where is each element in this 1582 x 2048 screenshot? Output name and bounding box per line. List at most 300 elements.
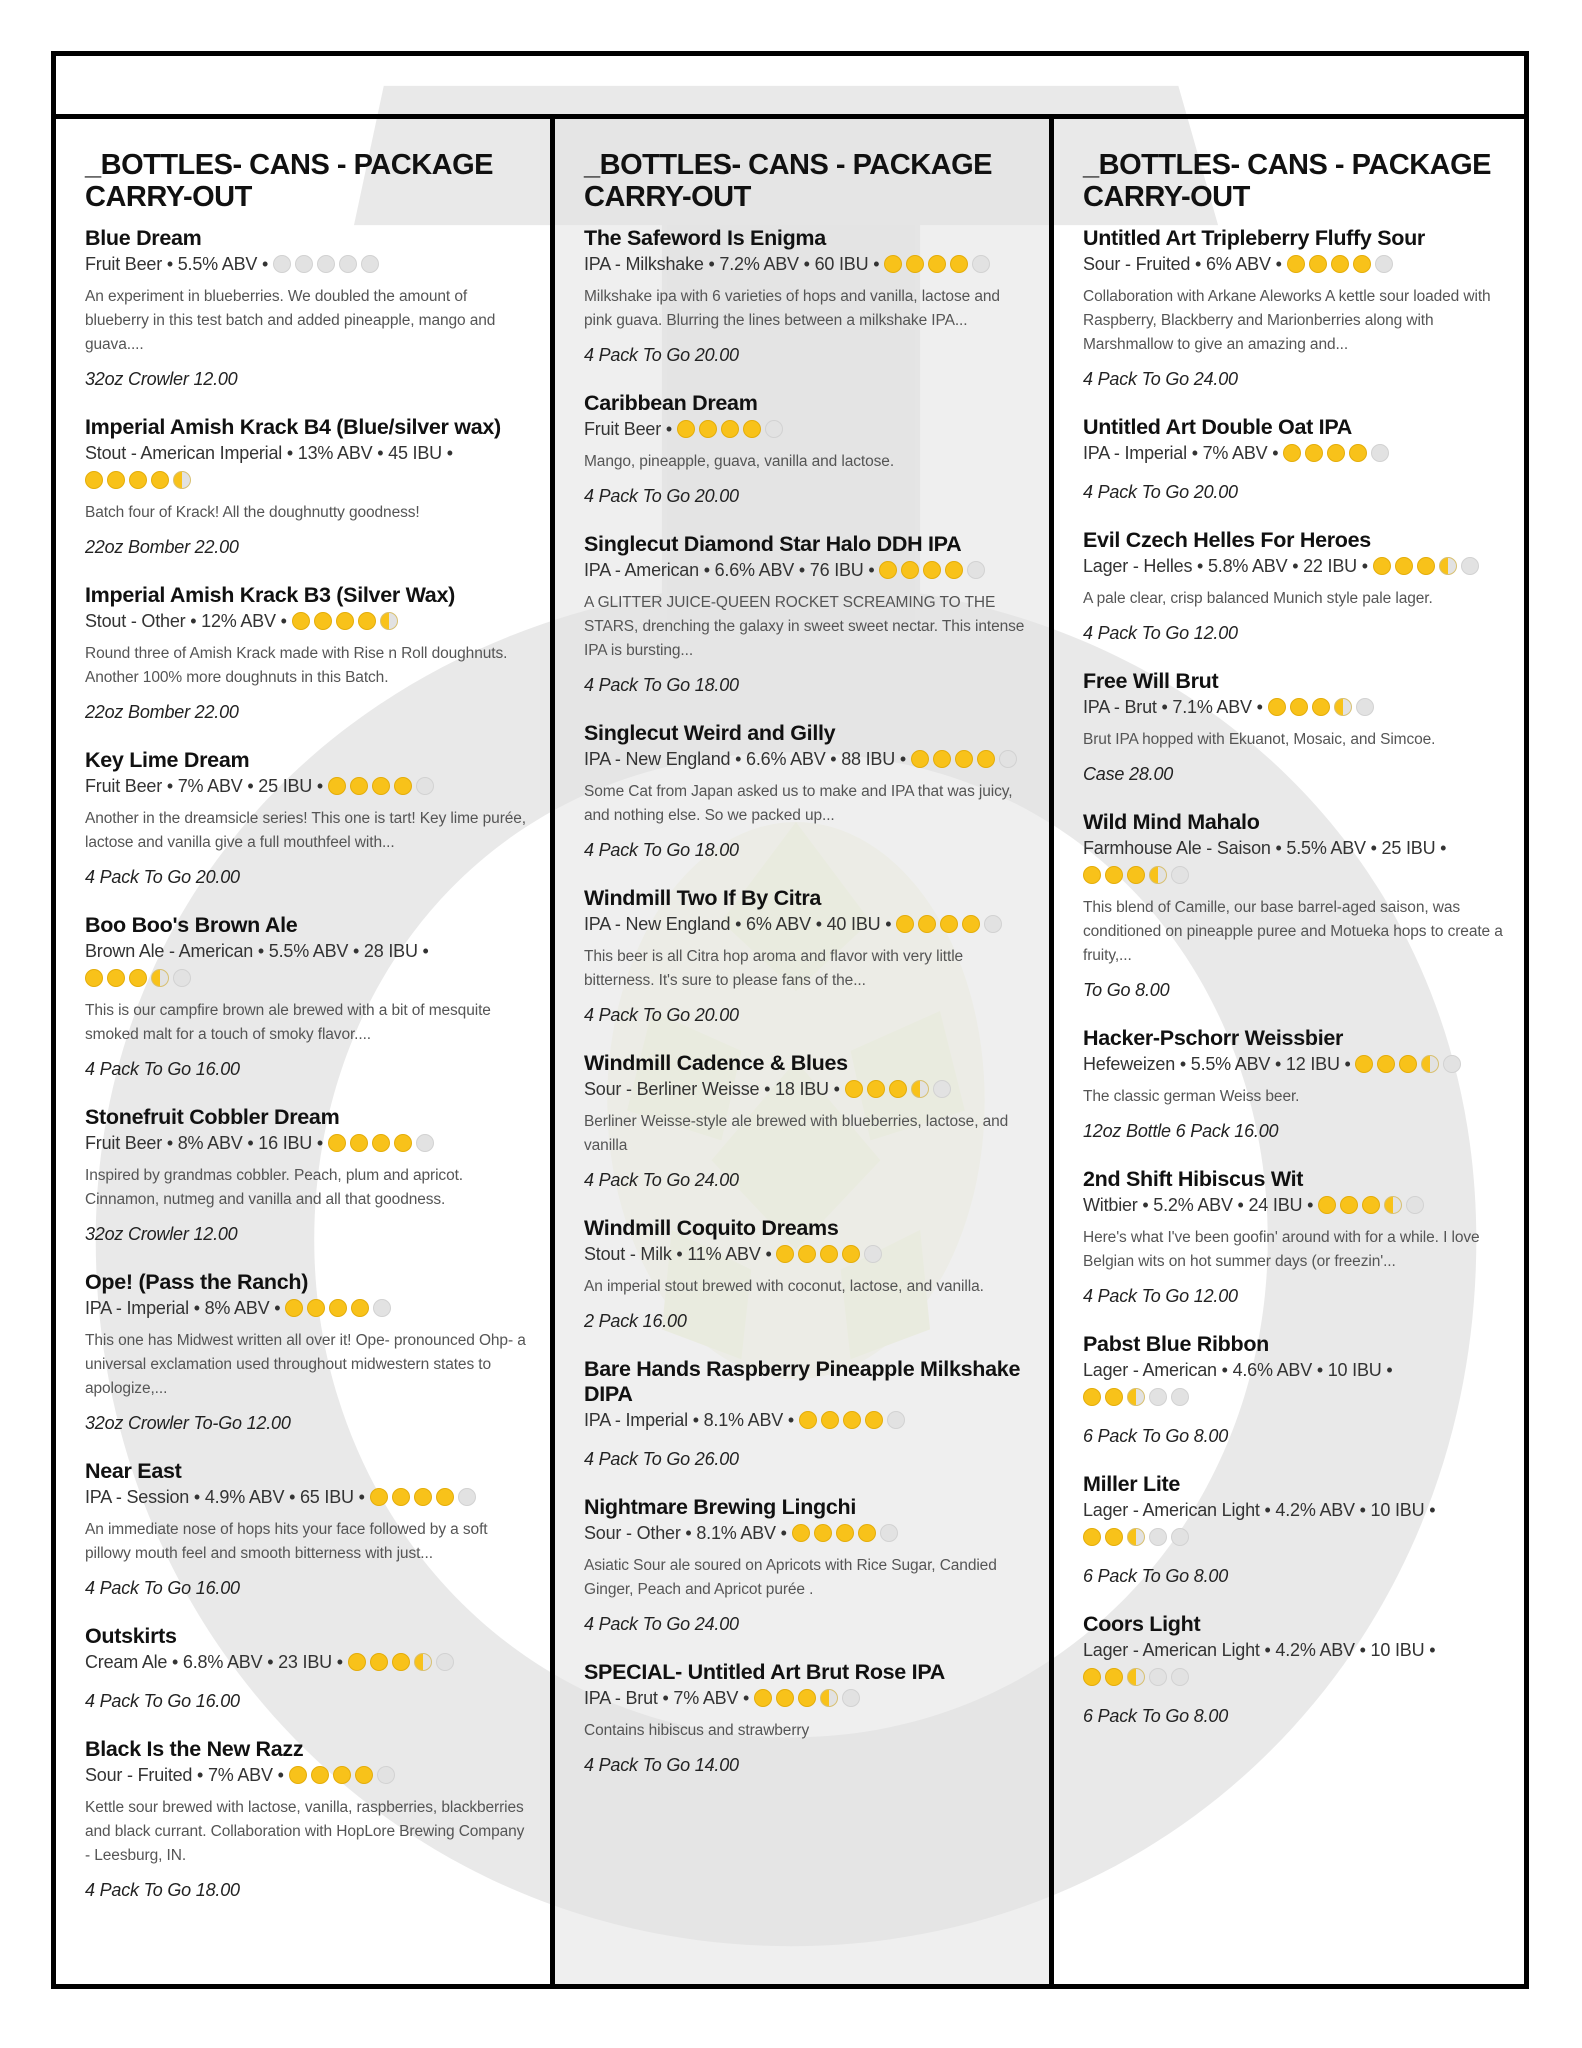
beer-name: Boo Boo's Brown Ale (85, 913, 298, 937)
menu-column-3 (1054, 119, 1524, 1984)
beer-name: Imperial Amish Krack B4 (Blue/silver wax) (85, 415, 501, 439)
beer-price: 4 Pack To Go 12.00 (1083, 1286, 1238, 1306)
rating-dot-icon (1340, 1196, 1358, 1214)
beer-price: 4 Pack To Go 26.00 (584, 1449, 739, 1469)
rating-dot-icon (129, 969, 147, 987)
rating-dot-icon (372, 777, 390, 795)
rating-dot-icon (933, 750, 951, 768)
rating-dot-icon (1318, 1196, 1336, 1214)
rating-dot-icon (1312, 698, 1330, 716)
rating-dots (896, 914, 1006, 941)
rating-dot-icon (940, 915, 958, 933)
beer-description: Some Cat from Japan asked us to make and IPA that was juicy, and nothing else. So we packed up... (584, 783, 1013, 824)
rating-dot-icon (1083, 866, 1101, 884)
rating-dots (289, 1765, 399, 1792)
rating-dot-icon (436, 1653, 454, 1671)
rating-dot-icon (151, 969, 169, 987)
beer-item (1083, 810, 1504, 1003)
rating-dot-icon (314, 612, 332, 630)
beer-description: Collaboration with Arkane Aleworks A kettle sour loaded with Raspberry, Blackberry and Marionberries along with Marshmallow to give an amazing and... (1083, 288, 1491, 353)
beer-item (85, 226, 530, 392)
rating-dot-icon (1439, 557, 1457, 575)
rating-dot-icon (1305, 444, 1323, 462)
rating-dots (1283, 443, 1393, 470)
rating-dot-icon (151, 471, 169, 489)
rating-dot-icon (836, 1524, 854, 1542)
beer-meta-text: Lager - American Light • 4.2% ABV • 10 IBU • (1083, 1640, 1436, 1660)
rating-dot-icon (361, 255, 379, 273)
rating-dot-icon (1127, 866, 1145, 884)
rating-dot-icon (821, 1411, 839, 1429)
beer-price: 22oz Bomber 22.00 (85, 537, 239, 557)
rating-dot-icon (864, 1245, 882, 1263)
rating-dot-icon (373, 1299, 391, 1317)
rating-dots (348, 1652, 458, 1679)
rating-dots (292, 611, 402, 638)
beer-price: Case 28.00 (1083, 764, 1174, 784)
beer-style-abv (1083, 553, 1504, 583)
beer-item (1083, 528, 1504, 646)
rating-dot-icon (358, 612, 376, 630)
rating-dot-icon (880, 1524, 898, 1542)
beer-item (584, 1216, 1029, 1334)
rating-dots (1083, 865, 1193, 892)
rating-dot-icon (336, 612, 354, 630)
rating-dot-icon (820, 1245, 838, 1263)
rating-dot-icon (1331, 255, 1349, 273)
beer-item (85, 1459, 530, 1601)
rating-dot-icon (1334, 698, 1352, 716)
beer-name: Pabst Blue Ribbon (1083, 1332, 1270, 1356)
rating-dot-icon (311, 1766, 329, 1784)
beer-style-abv (85, 608, 530, 638)
beer-item (85, 583, 530, 725)
beer-meta-text: Lager - American • 4.6% ABV • 10 IBU • (1083, 1360, 1393, 1380)
rating-dot-icon (967, 561, 985, 579)
beer-name: Hacker-Pschorr Weissbier (1083, 1026, 1344, 1050)
beer-description: Round three of Amish Krack made with Rise n Roll doughnuts. Another 100% more doughnuts in this Batch. (85, 645, 508, 686)
rating-dots (85, 968, 195, 995)
beer-description: This beer is all Citra hop aroma and flavor with very little bitterness. It's sure to please fans of the... (584, 948, 964, 989)
rating-dot-icon (414, 1653, 432, 1671)
beer-name: Stonefruit Cobbler Dream (85, 1105, 340, 1129)
beer-item (584, 1357, 1029, 1472)
rating-dot-icon (1373, 557, 1391, 575)
beer-style-abv (85, 1130, 530, 1160)
beer-meta-text: Hefeweizen • 5.5% ABV • 12 IBU • (1083, 1054, 1351, 1074)
rating-dot-icon (173, 969, 191, 987)
beer-style-abv (1083, 694, 1504, 724)
beer-price: 12oz Bottle 6 Pack 16.00 (1083, 1121, 1279, 1141)
rating-dot-icon (923, 561, 941, 579)
rating-dot-icon (285, 1299, 303, 1317)
beer-meta-text: IPA - Milkshake • 7.2% ABV • 60 IBU • (584, 254, 880, 274)
beer-description: Mango, pineapple, guava, vanilla and lactose. (584, 453, 895, 470)
rating-dot-icon (289, 1766, 307, 1784)
rating-dot-icon (392, 1653, 410, 1671)
rating-dots (845, 1079, 955, 1106)
rating-dot-icon (743, 420, 761, 438)
rating-dot-icon (1083, 1528, 1101, 1546)
beer-name: Key Lime Dream (85, 748, 250, 772)
rating-dots (792, 1523, 902, 1550)
rating-dot-icon (173, 471, 191, 489)
beer-name: Near East (85, 1459, 182, 1483)
rating-dot-icon (842, 1245, 860, 1263)
beer-meta-text: IPA - Brut • 7.1% ABV • (1083, 697, 1263, 717)
beer-price: 4 Pack To Go 18.00 (584, 840, 739, 860)
rating-dot-icon (1105, 1388, 1123, 1406)
beer-item (1083, 1612, 1504, 1729)
rating-dots (677, 419, 787, 446)
beer-meta-text: Lager - Helles • 5.8% ABV • 22 IBU • (1083, 556, 1368, 576)
rating-dots (328, 776, 438, 803)
rating-dot-icon (977, 750, 995, 768)
rating-dot-icon (1377, 1055, 1395, 1073)
rating-dot-icon (372, 1134, 390, 1152)
beer-price: 6 Pack To Go 8.00 (1083, 1426, 1229, 1446)
beer-description: An immediate nose of hops hits your face followed by a soft pillowy mouth feel and smooth bitterness with just... (85, 1521, 488, 1562)
beer-description: Contains hibiscus and strawberry (584, 1722, 810, 1739)
rating-dots (911, 749, 1021, 776)
rating-dot-icon (1171, 1668, 1189, 1686)
rating-dot-icon (1309, 255, 1327, 273)
rating-dot-icon (1171, 866, 1189, 884)
rating-dot-icon (798, 1245, 816, 1263)
beer-meta-text: IPA - Imperial • 8.1% ABV • (584, 1410, 794, 1430)
beer-style-abv (1083, 440, 1504, 470)
rating-dot-icon (1290, 698, 1308, 716)
beer-name: Windmill Two If By Citra (584, 886, 822, 910)
beer-meta-text: Sour - Other • 8.1% ABV • (584, 1523, 787, 1543)
rating-dot-icon (972, 255, 990, 273)
rating-dot-icon (1171, 1388, 1189, 1406)
beer-item (584, 1051, 1029, 1193)
rating-dot-icon (1399, 1055, 1417, 1073)
beer-price: 4 Pack To Go 14.00 (584, 1755, 739, 1775)
beer-meta-text: IPA - Imperial • 7% ABV • (1083, 443, 1279, 463)
beer-item (584, 721, 1029, 863)
beer-style-abv (85, 251, 530, 281)
rating-dot-icon (416, 1134, 434, 1152)
beer-price: 4 Pack To Go 20.00 (584, 486, 739, 506)
rating-dot-icon (1149, 1528, 1167, 1546)
rating-dot-icon (1371, 444, 1389, 462)
rating-dot-icon (945, 561, 963, 579)
beer-description: A pale clear, crisp balanced Munich style pale lager. (1083, 590, 1433, 607)
beer-meta-text: Fruit Beer • 7% ABV • 25 IBU • (85, 776, 324, 796)
rating-dot-icon (765, 420, 783, 438)
beer-price: 4 Pack To Go 20.00 (85, 867, 240, 887)
beer-meta-text: Sour - Fruited • 7% ABV • (85, 1765, 284, 1785)
beer-style-abv (1083, 1051, 1504, 1081)
rating-dot-icon (328, 1134, 346, 1152)
rating-dot-icon (1443, 1055, 1461, 1073)
beer-name: 2nd Shift Hibiscus Wit (1083, 1167, 1304, 1191)
rating-dots (273, 254, 383, 281)
beer-description: Asiatic Sour ale soured on Apricots with Rice Sugar, Candied Ginger, Peach and Apricot purée . (584, 1557, 997, 1598)
rating-dots (1083, 1387, 1193, 1414)
beer-style-abv (584, 911, 1029, 941)
rating-dot-icon (350, 777, 368, 795)
section-title: _BOTTLES- CANS - PACKAGE CARRY-OUT (85, 149, 493, 213)
beer-meta-text: Fruit Beer • 8% ABV • 16 IBU • (85, 1133, 324, 1153)
rating-dots (1083, 1667, 1193, 1694)
rating-dot-icon (865, 1411, 883, 1429)
rating-dot-icon (1268, 698, 1286, 716)
beer-style-abv (584, 1407, 1029, 1437)
section-title: _BOTTLES- CANS - PACKAGE CARRY-OUT (1083, 149, 1491, 213)
beer-item (85, 1270, 530, 1436)
rating-dot-icon (845, 1080, 863, 1098)
rating-dot-icon (911, 750, 929, 768)
beer-item (1083, 1332, 1504, 1449)
beer-name: Bare Hands Raspberry Pineapple Milkshake DIPA (584, 1357, 1021, 1406)
rating-dot-icon (380, 612, 398, 630)
beer-description: Brut IPA hopped with Ekuanot, Mosaic, and Simcoe. (1083, 731, 1436, 748)
rating-dot-icon (317, 255, 335, 273)
rating-dot-icon (896, 915, 914, 933)
beer-price: To Go 8.00 (1083, 980, 1170, 1000)
beer-name: Nightmare Brewing Lingchi (584, 1495, 857, 1519)
rating-dot-icon (1375, 255, 1393, 273)
rating-dot-icon (843, 1411, 861, 1429)
beer-description: The classic german Weiss beer. (1083, 1088, 1300, 1105)
rating-dot-icon (1127, 1388, 1145, 1406)
rating-dot-icon (814, 1524, 832, 1542)
beer-style-abv (85, 773, 530, 803)
rating-dot-icon (798, 1689, 816, 1707)
beer-item (1083, 226, 1504, 392)
rating-dot-icon (458, 1488, 476, 1506)
beer-price: 4 Pack To Go 24.00 (584, 1614, 739, 1634)
section-title: _BOTTLES- CANS - PACKAGE CARRY-OUT (584, 149, 992, 213)
beer-meta-text: Lager - American Light • 4.2% ABV • 10 IBU • (1083, 1500, 1436, 1520)
rating-dot-icon (329, 1299, 347, 1317)
beer-name: Wild Mind Mahalo (1083, 810, 1260, 834)
beer-name: SPECIAL- Untitled Art Brut Rose IPA (584, 1660, 945, 1684)
rating-dot-icon (1384, 1196, 1402, 1214)
beer-item (1083, 1026, 1504, 1144)
beer-style-abv (584, 251, 1029, 281)
rating-dot-icon (1149, 1388, 1167, 1406)
beer-description: A GLITTER JUICE-QUEEN ROCKET SCREAMING TO THE STARS, drenching the galaxy in sweet sweet nectar. This intense IPA is bursting... (584, 594, 1025, 659)
beer-style-abv (584, 1241, 1029, 1271)
beer-item (85, 913, 530, 1082)
rating-dots (884, 254, 994, 281)
rating-dot-icon (348, 1653, 366, 1671)
rating-dot-icon (307, 1299, 325, 1317)
rating-dot-icon (858, 1524, 876, 1542)
beer-name: Imperial Amish Krack B3 (Silver Wax) (85, 583, 455, 607)
beer-item (85, 1624, 530, 1714)
beer-item (584, 226, 1029, 368)
beer-meta-text: Fruit Beer • 5.5% ABV • (85, 254, 269, 274)
beer-meta-text: Sour - Fruited • 6% ABV • (1083, 254, 1282, 274)
beer-price: 4 Pack To Go 20.00 (1083, 482, 1238, 502)
beer-style-abv (1083, 835, 1504, 892)
beer-meta-text: IPA - Brut • 7% ABV • (584, 1688, 750, 1708)
rating-dot-icon (1356, 698, 1374, 716)
rating-dot-icon (799, 1411, 817, 1429)
rating-dot-icon (1083, 1388, 1101, 1406)
beer-price: 32oz Crowler 12.00 (85, 369, 238, 389)
rating-dot-icon (1127, 1528, 1145, 1546)
rating-dot-icon (906, 255, 924, 273)
beer-item (1083, 1167, 1504, 1309)
beer-price: 32oz Crowler 12.00 (85, 1224, 238, 1244)
rating-dot-icon (776, 1245, 794, 1263)
menu-column-2 (555, 119, 1054, 1984)
rating-dot-icon (436, 1488, 454, 1506)
rating-dot-icon (1349, 444, 1367, 462)
rating-dot-icon (792, 1524, 810, 1542)
rating-dot-icon (377, 1766, 395, 1784)
rating-dots (370, 1487, 480, 1514)
beer-name: Untitled Art Double Oat IPA (1083, 415, 1353, 439)
beer-item (85, 1105, 530, 1247)
beer-item (584, 1495, 1029, 1637)
beer-description: Berliner Weisse-style ale brewed with blueberries, lactose, and vanilla (584, 1113, 1009, 1154)
beer-description: An imperial stout brewed with coconut, lactose, and vanilla. (584, 1278, 984, 1295)
beer-name: Coors Light (1083, 1612, 1201, 1636)
beer-description: Batch four of Krack! All the doughnutty goodness! (85, 504, 420, 521)
beer-price: 4 Pack To Go 16.00 (85, 1578, 240, 1598)
rating-dots (799, 1410, 909, 1437)
rating-dot-icon (1355, 1055, 1373, 1073)
beer-item (85, 415, 530, 560)
beer-style-abv (584, 1076, 1029, 1106)
beer-name: Ope! (Pass the Ranch) (85, 1270, 309, 1294)
beer-description: Inspired by grandmas cobbler. Peach, plum and apricot. Cinnamon, nutmeg and vanilla and all that goodness. (85, 1167, 464, 1208)
beer-name: Windmill Cadence & Blues (584, 1051, 848, 1075)
beer-meta-text: Stout - Milk • 11% ABV • (584, 1244, 772, 1264)
beer-item (584, 1660, 1029, 1778)
rating-dot-icon (1149, 1668, 1167, 1686)
rating-dot-icon (889, 1080, 907, 1098)
rating-dots (1287, 254, 1397, 281)
beer-name: Singlecut Weird and Gilly (584, 721, 836, 745)
rating-dot-icon (962, 915, 980, 933)
beer-description: Kettle sour brewed with lactose, vanilla, raspberries, blackberries and black currant. Collaboration with HopLore Brewing Company - Leesburg, IN. (85, 1799, 525, 1864)
beer-item (1083, 1472, 1504, 1589)
beer-meta-text: Farmhouse Ale - Saison • 5.5% ABV • 25 IBU • (1083, 838, 1447, 858)
beer-price: 22oz Bomber 22.00 (85, 702, 239, 722)
beer-description: Here's what I've been goofin' around with for a while. I love Belgian wits on hot summer days (or freezin'... (1083, 1229, 1480, 1270)
beer-style-abv (584, 416, 1029, 446)
beer-description: This blend of Camille, our base barrel-aged saison, was conditioned on pineapple puree and Motueka hops to create a fruity,... (1083, 899, 1503, 964)
header-band (56, 56, 1524, 119)
beer-description: Milkshake ipa with 6 varieties of hops and vanilla, lactose and pink guava. Blurring the lines between a milkshake IPA... (584, 288, 1000, 329)
rating-dot-icon (879, 561, 897, 579)
beer-style-abv (584, 1520, 1029, 1550)
beer-style-abv (1083, 1637, 1504, 1694)
beer-name: Outskirts (85, 1624, 177, 1648)
rating-dot-icon (416, 777, 434, 795)
beer-style-abv (85, 440, 530, 497)
menu-frame (51, 51, 1529, 1989)
beer-style-abv (85, 1484, 530, 1514)
beer-style-abv (1083, 1192, 1504, 1222)
beer-price: 4 Pack To Go 12.00 (1083, 623, 1238, 643)
rating-dot-icon (1283, 444, 1301, 462)
rating-dot-icon (350, 1134, 368, 1152)
beer-meta-text: IPA - Imperial • 8% ABV • (85, 1298, 281, 1318)
beer-price: 6 Pack To Go 8.00 (1083, 1566, 1229, 1586)
beer-price: 4 Pack To Go 18.00 (85, 1880, 240, 1900)
beer-meta-text: IPA - American • 6.6% ABV • 76 IBU • (584, 560, 875, 580)
beer-price: 4 Pack To Go 20.00 (584, 345, 739, 365)
rating-dot-icon (328, 777, 346, 795)
rating-dot-icon (1421, 1055, 1439, 1073)
beer-name: Free Will Brut (1083, 669, 1219, 693)
beer-item (85, 1737, 530, 1903)
rating-dot-icon (1127, 1668, 1145, 1686)
rating-dot-icon (273, 255, 291, 273)
beer-item (584, 391, 1029, 509)
rating-dot-icon (1149, 866, 1167, 884)
beer-meta-text: IPA - New England • 6.6% ABV • 88 IBU • (584, 749, 906, 769)
rating-dot-icon (414, 1488, 432, 1506)
rating-dot-icon (918, 915, 936, 933)
beer-style-abv (1083, 251, 1504, 281)
beer-price: 4 Pack To Go 24.00 (584, 1170, 739, 1190)
beer-name: Blue Dream (85, 226, 202, 250)
beer-style-abv (85, 1762, 530, 1792)
beer-item (584, 532, 1029, 698)
rating-dots (285, 1298, 395, 1325)
rating-dot-icon (1461, 557, 1479, 575)
rating-dot-icon (85, 471, 103, 489)
beer-meta-text: Stout - American Imperial • 13% ABV • 45 IBU • (85, 443, 453, 463)
beer-price: 4 Pack To Go 20.00 (584, 1005, 739, 1025)
beer-style-abv (1083, 1497, 1504, 1554)
beer-name: Caribbean Dream (584, 391, 758, 415)
beer-style-abv (85, 1649, 530, 1679)
rating-dots (85, 470, 195, 497)
rating-dot-icon (85, 969, 103, 987)
rating-dots (1318, 1195, 1428, 1222)
beer-price: 6 Pack To Go 8.00 (1083, 1706, 1229, 1726)
rating-dot-icon (1105, 1528, 1123, 1546)
rating-dot-icon (928, 255, 946, 273)
rating-dot-icon (867, 1080, 885, 1098)
rating-dot-icon (1105, 1668, 1123, 1686)
rating-dot-icon (1362, 1196, 1380, 1214)
rating-dots (1355, 1054, 1465, 1081)
beer-style-abv (584, 557, 1029, 587)
rating-dot-icon (901, 561, 919, 579)
rating-dot-icon (351, 1299, 369, 1317)
rating-dot-icon (370, 1653, 388, 1671)
beer-price: 4 Pack To Go 24.00 (1083, 369, 1238, 389)
rating-dot-icon (129, 471, 147, 489)
beer-name: Miller Lite (1083, 1472, 1181, 1496)
beer-name: Black Is the New Razz (85, 1737, 304, 1761)
rating-dot-icon (1105, 866, 1123, 884)
rating-dots (1268, 697, 1378, 724)
rating-dot-icon (392, 1488, 410, 1506)
rating-dot-icon (107, 969, 125, 987)
beer-description: This is our campfire brown ale brewed with a bit of mesquite smoked malt for a touch of smoky flavor.... (85, 1002, 491, 1043)
rating-dot-icon (1287, 255, 1305, 273)
rating-dot-icon (820, 1689, 838, 1707)
beer-meta-text: Brown Ale - American • 5.5% ABV • 28 IBU • (85, 941, 429, 961)
beer-meta-text: Fruit Beer • (584, 419, 672, 439)
beer-description: An experiment in blueberries. We doubled the amount of blueberry in this test batch and added pineapple, mango and guava.... (85, 288, 496, 353)
rating-dot-icon (842, 1689, 860, 1707)
rating-dot-icon (754, 1689, 772, 1707)
